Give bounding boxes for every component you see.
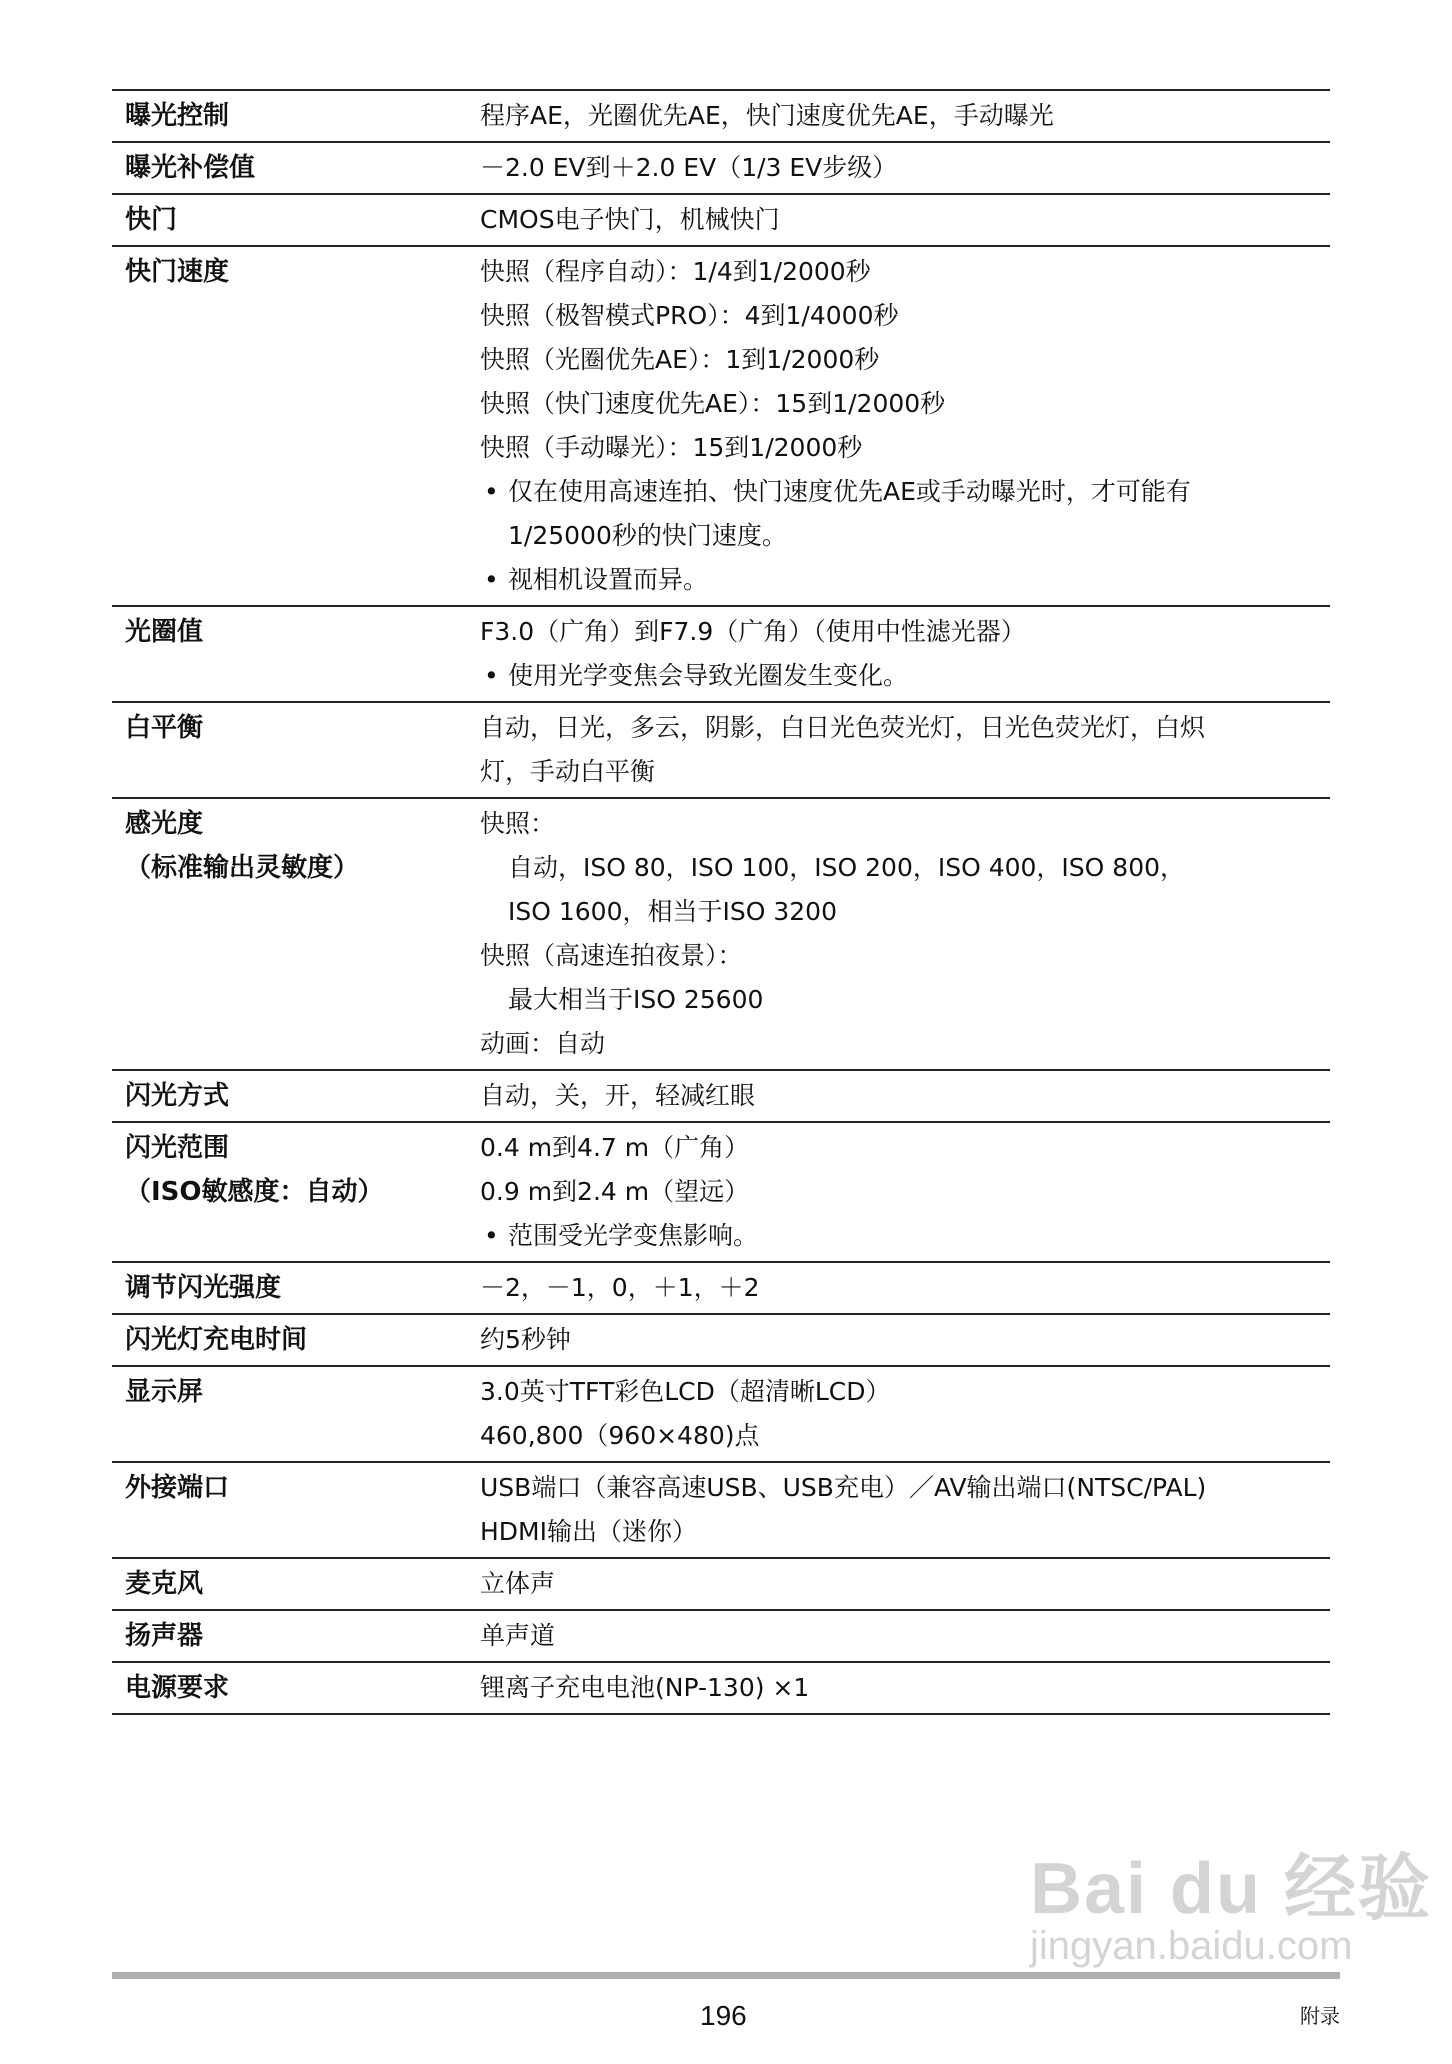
- spec-row: [112, 1463, 1330, 1559]
- spec-value: [480, 250, 1330, 602]
- spec-value: [480, 1370, 1330, 1458]
- spec-label-line: 外接端口: [125, 1473, 230, 1503]
- spec-value-line: 0.9 m到2.4 m（望远）: [480, 1177, 750, 1206]
- spec-label-line: 闪光方式: [125, 1081, 230, 1111]
- spec-value: [480, 1318, 1330, 1362]
- spec-value-line: 最大相当于ISO 25600: [508, 985, 764, 1014]
- spec-label-line: 光圈值: [125, 617, 204, 647]
- spec-value: [480, 610, 1330, 698]
- watermark-url: jingyan.baidu.com: [1030, 1924, 1353, 1968]
- spec-row: [112, 195, 1330, 247]
- spec-label-line: 快门: [125, 205, 178, 235]
- spec-label-line: 白平衡: [125, 713, 204, 743]
- spec-row: [112, 1367, 1330, 1463]
- spec-label-line: 快门速度: [125, 257, 230, 287]
- spec-label: [112, 706, 480, 794]
- spec-label: [112, 1614, 480, 1658]
- spec-value-line: 锂离子充电电池(NP-130) ×1: [480, 1673, 810, 1702]
- spec-note: • 范围受光学变焦影响。: [480, 1214, 1330, 1258]
- spec-value-line: 约5秒钟: [480, 1325, 571, 1354]
- spec-value: [480, 1666, 1330, 1710]
- spec-value-line: －2，－1，0，＋1，＋2: [480, 1273, 760, 1302]
- spec-value-line: 程序AE，光圈优先AE，快门速度优先AE，手动曝光: [480, 101, 1054, 130]
- spec-value: [480, 1562, 1330, 1606]
- spec-value: [480, 706, 1330, 794]
- spec-value-line: 立体声: [480, 1569, 556, 1598]
- spec-label-line: 麦克风: [125, 1569, 204, 1599]
- spec-label: [112, 1666, 480, 1710]
- spec-value-line: 快照（手动曝光）：15到1/2000秒: [480, 433, 863, 462]
- spec-value-line: 自动，ISO 80，ISO 100，ISO 200，ISO 400，ISO 800，: [508, 853, 1186, 882]
- spec-label: [112, 198, 480, 242]
- spec-label: [112, 802, 480, 1066]
- spec-label: [112, 146, 480, 190]
- spec-value-line: 1/25000秒的快门速度。: [508, 521, 787, 550]
- spec-value: [480, 1614, 1330, 1658]
- spec-row: [112, 1315, 1330, 1367]
- spec-row: [112, 1123, 1330, 1263]
- spec-value-line: 快照（快门速度优先AE）：15到1/2000秒: [480, 389, 946, 418]
- spec-value-line: 快照：: [480, 809, 556, 838]
- spec-row: [112, 1559, 1330, 1611]
- watermark-brand: Bai du 经验: [1030, 1849, 1433, 1929]
- spec-value-line: USB端口（兼容高速USB、USB充电）／AV输出端口(NTSC/PAL): [480, 1473, 1207, 1502]
- spec-value: [480, 94, 1330, 138]
- spec-note: • 视相机设置而异。: [480, 558, 1330, 602]
- spec-row: [112, 247, 1330, 607]
- spec-value: [480, 1466, 1330, 1554]
- spec-value-line: 自动，日光，多云，阴影，白日光色荧光灯，日光色荧光灯，白炽: [480, 713, 1206, 742]
- spec-value-line: HDMI输出（迷你）: [480, 1517, 697, 1546]
- spec-label: [112, 1318, 480, 1362]
- section-name: 附录: [1300, 2004, 1340, 2028]
- spec-value-line: F3.0（广角）到F7.9（广角）（使用中性滤光器）: [480, 617, 1026, 646]
- spec-value-line: 快照（光圈优先AE）：1到1/2000秒: [480, 345, 880, 374]
- spec-label: [112, 1074, 480, 1118]
- spec-value-line: 3.0英寸TFT彩色LCD（超清晰LCD）: [480, 1377, 891, 1406]
- spec-row: [112, 703, 1330, 799]
- spec-row: [112, 143, 1330, 195]
- spec-row: [112, 1663, 1330, 1715]
- spec-label-line: 感光度: [125, 809, 204, 839]
- spec-label: [112, 610, 480, 698]
- spec-label-line: （ISO敏感度：自动）: [125, 1177, 384, 1207]
- footer-divider: [112, 1972, 1340, 1979]
- spec-value-line: 快照（极智模式PRO）：4到1/4000秒: [480, 301, 899, 330]
- spec-value-line: 快照（高速连拍夜景）：: [480, 941, 743, 970]
- spec-value-line: 动画：自动: [480, 1029, 606, 1058]
- spec-label-line: 闪光灯充电时间: [125, 1325, 308, 1355]
- spec-row: [112, 1263, 1330, 1315]
- spec-table: [112, 89, 1330, 1715]
- spec-value: [480, 198, 1330, 242]
- spec-row: [112, 91, 1330, 143]
- spec-value-line: 单声道: [480, 1621, 556, 1650]
- spec-value-line: －2.0 EV到＋2.0 EV（1/3 EV步级）: [480, 153, 898, 182]
- spec-value-line: CMOS电子快门，机械快门: [480, 205, 780, 234]
- spec-label: [112, 1370, 480, 1458]
- spec-label-line: 电源要求: [125, 1673, 230, 1703]
- spec-value: [480, 1074, 1330, 1118]
- spec-value-line: 灯，手动白平衡: [480, 757, 656, 786]
- spec-label-line: 曝光补偿值: [125, 153, 256, 183]
- spec-row: [112, 1071, 1330, 1123]
- spec-label: [112, 1466, 480, 1554]
- spec-note: • 仅在使用高速连拍、快门速度优先AE或手动曝光时，才可能有: [480, 470, 1330, 514]
- spec-value: [480, 1266, 1330, 1310]
- spec-label: [112, 1562, 480, 1606]
- spec-label-line: 曝光控制: [125, 101, 230, 131]
- spec-label-line: （标准输出灵敏度）: [125, 853, 360, 883]
- spec-row: [112, 1611, 1330, 1663]
- spec-value-line: 快照（程序自动）：1/4到1/2000秒: [480, 257, 871, 286]
- spec-label: [112, 1266, 480, 1310]
- spec-label: [112, 250, 480, 602]
- spec-label: [112, 1126, 480, 1258]
- page-number: 196: [700, 2000, 747, 2031]
- spec-note: • 使用光学变焦会导致光圈发生变化。: [480, 654, 1330, 698]
- spec-row: [112, 799, 1330, 1071]
- spec-label-line: 闪光范围: [125, 1133, 230, 1163]
- spec-label-line: 调节闪光强度: [125, 1273, 282, 1303]
- spec-value: [480, 146, 1330, 190]
- spec-label-line: 扬声器: [125, 1621, 204, 1651]
- spec-value-line: 0.4 m到4.7 m（广角）: [480, 1133, 750, 1162]
- spec-value-line: 460,800（960×480)点: [480, 1421, 760, 1450]
- spec-value: [480, 802, 1330, 1066]
- baidu-watermark: [1030, 1830, 1432, 1969]
- spec-value-line: 自动，关，开，轻减红眼: [480, 1081, 756, 1110]
- spec-label: [112, 94, 480, 138]
- spec-value: [480, 1126, 1330, 1258]
- spec-row: [112, 607, 1330, 703]
- spec-value-line: ISO 1600，相当于ISO 3200: [508, 897, 837, 926]
- spec-label-line: 显示屏: [125, 1377, 204, 1407]
